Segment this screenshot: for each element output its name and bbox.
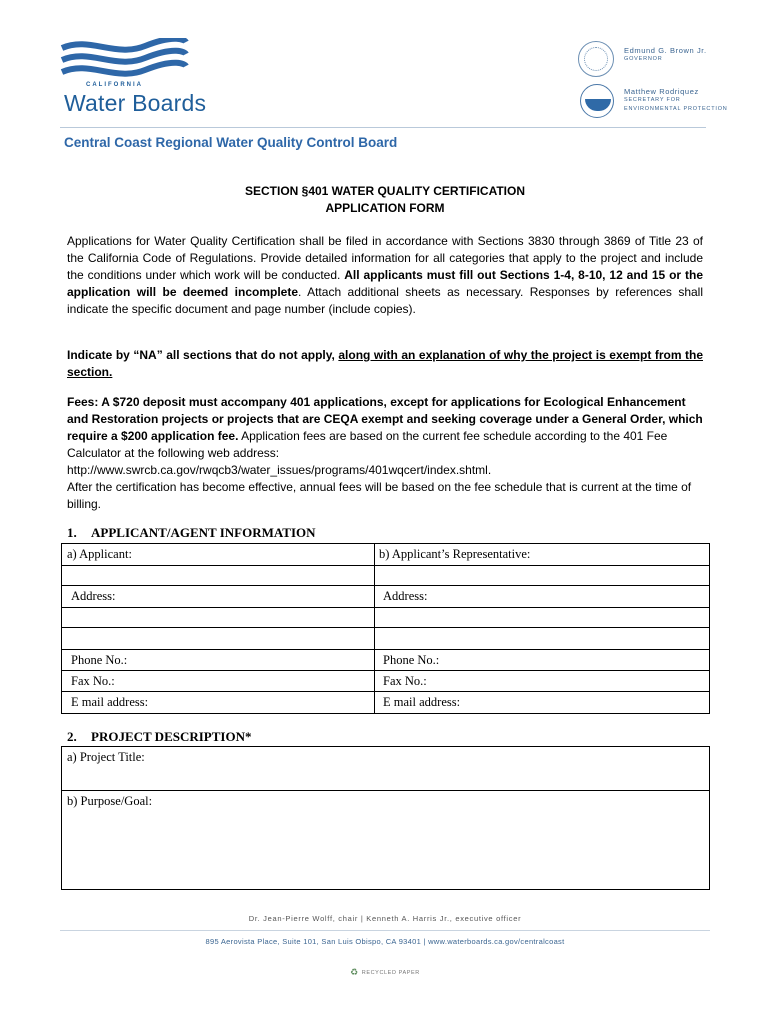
form-subtitle: APPLICATION FORM [325, 201, 445, 215]
secretary-title-1: SECRETARY FOR [624, 97, 681, 103]
representative-email-field[interactable] [374, 692, 709, 713]
representative-phone-field[interactable] [374, 650, 709, 670]
header-divider [60, 127, 706, 128]
representative-phone-label: Phone No.: [383, 653, 440, 667]
section-1-title [67, 525, 316, 541]
applicant-email-label: E mail address: [71, 695, 149, 709]
intro-bold-text: All applicants must fill out Sections 1-4, 8-10, 12 and 15 or the application will be deemed incomplete [67, 268, 703, 299]
table-row [62, 586, 709, 608]
wave-icon [60, 38, 200, 84]
representative-address-line-3[interactable] [374, 628, 709, 649]
footer-address: 895 Aerovista Place, Suite 101, San Luis Obispo, CA 93401 | www.waterboards.ca.gov/centralcoast [205, 937, 565, 946]
state-seal-icon [578, 41, 614, 77]
applicant-email-field[interactable] [62, 692, 375, 713]
recycle-icon: ♻ [350, 967, 359, 977]
fees-bold-text: Fees: A $720 deposit must accompany 401 applications, except for applications for Ecological Enhancement and Restoration projects or projects that are CEQA exempt and seeking coverage under a General Order, which require a $200 application fee. [67, 395, 703, 443]
table-row [62, 671, 709, 692]
representative-field[interactable] [374, 544, 709, 565]
section-2-number: 2. [67, 729, 77, 744]
intro-paragraph [67, 233, 703, 318]
representative-email-label: E mail address: [383, 695, 461, 709]
table-row [62, 544, 709, 566]
logo-state: CALIFORNIA [86, 82, 143, 88]
table-row [62, 747, 709, 791]
footer-officers: Dr. Jean-Pierre Wolff, chair | Kenneth A. Harris Jr., executive officer [248, 914, 522, 923]
intro-text-2: . Attach additional sheets as necessary. Responses by references shall indicate the specific document and page number (include copies). [67, 285, 703, 316]
section-1-label: APPLICANT/AGENT INFORMATION [91, 525, 316, 540]
fees-text-1: Application fees are based on the current fee schedule according to the 401 Fee Calculator at the following web address: [67, 429, 668, 460]
project-title-field[interactable] [62, 747, 709, 790]
logo-name: Water Boards [64, 90, 207, 116]
secretary-title-2: ENVIRONMENTAL PROTECTION [624, 106, 728, 112]
na-instruction [67, 347, 703, 381]
table-row [62, 692, 709, 713]
table-row [62, 791, 709, 889]
representative-fax-field[interactable] [374, 671, 709, 691]
table-row [62, 566, 709, 586]
table-row [62, 608, 709, 628]
applicant-fax-field[interactable] [62, 671, 375, 691]
representative-name-field[interactable] [374, 566, 709, 585]
applicant-address-field[interactable] [62, 586, 375, 607]
representative-fax-label: Fax No.: [383, 674, 427, 688]
purpose-goal-label: b) Purpose/Goal: [67, 794, 153, 808]
purpose-goal-field[interactable] [62, 791, 709, 889]
recycled-paper-note [0, 967, 770, 978]
applicant-address-label: Address: [71, 589, 116, 603]
intro-text-1: Applications for Water Quality Certification shall be filed in accordance with Sections 3830 through 3869 of Title 23 of the California Code of Regulations. Provide detailed information for all categories that apply to the project and include the conditions under which work will be conducted. [67, 234, 703, 282]
footer-divider [60, 930, 710, 931]
secretary-name: Matthew Rodriquez [624, 87, 699, 96]
applicant-phone-label: Phone No.: [71, 653, 128, 667]
section-2-title [67, 729, 251, 745]
secretary-block [624, 87, 728, 114]
na-text-1: Indicate by “NA” all sections that do not apply, [67, 348, 339, 362]
governor-name: Edmund G. Brown Jr. [624, 46, 707, 55]
applicant-address-line-2[interactable] [62, 608, 375, 627]
applicant-label: a) Applicant: [67, 547, 132, 561]
representative-address-field[interactable] [374, 586, 709, 607]
table-row [62, 650, 709, 671]
representative-address-label: Address: [383, 589, 428, 603]
applicant-name-field[interactable] [62, 566, 375, 585]
calepa-icon [580, 84, 614, 118]
applicant-phone-field[interactable] [62, 650, 375, 670]
governor-block [624, 46, 707, 64]
applicant-address-line-3[interactable] [62, 628, 375, 649]
representative-label: b) Applicant’s Representative: [379, 547, 531, 561]
fees-url: http://www.swrcb.ca.gov/rwqcb3/water_issues/programs/401wqcert/index.shtml. [67, 463, 492, 477]
section-1-number: 1. [67, 525, 77, 540]
representative-address-line-2[interactable] [374, 608, 709, 627]
fees-text-2: After the certification has become effective, annual fees will be based on the fee schedule that is current at the time of billing. [67, 480, 692, 511]
governor-title: GOVERNOR [624, 56, 663, 62]
applicant-field[interactable] [62, 544, 375, 565]
table-row [62, 628, 709, 650]
applicant-info-table [61, 543, 710, 714]
fees-paragraph [67, 394, 703, 513]
recycled-label: RECYCLED PAPER [361, 969, 420, 976]
project-description-table [61, 746, 710, 890]
project-title-label: a) Project Title: [67, 750, 145, 764]
board-name: Central Coast Regional Water Quality Control Board [64, 135, 398, 150]
applicant-fax-label: Fax No.: [71, 674, 115, 688]
form-title: SECTION §401 WATER QUALITY CERTIFICATION [244, 184, 526, 198]
section-2-label: PROJECT DESCRIPTION* [91, 729, 252, 744]
water-boards-logo [60, 38, 207, 120]
na-text-2: along with an explanation of why the project is exempt from the section. [67, 348, 703, 379]
